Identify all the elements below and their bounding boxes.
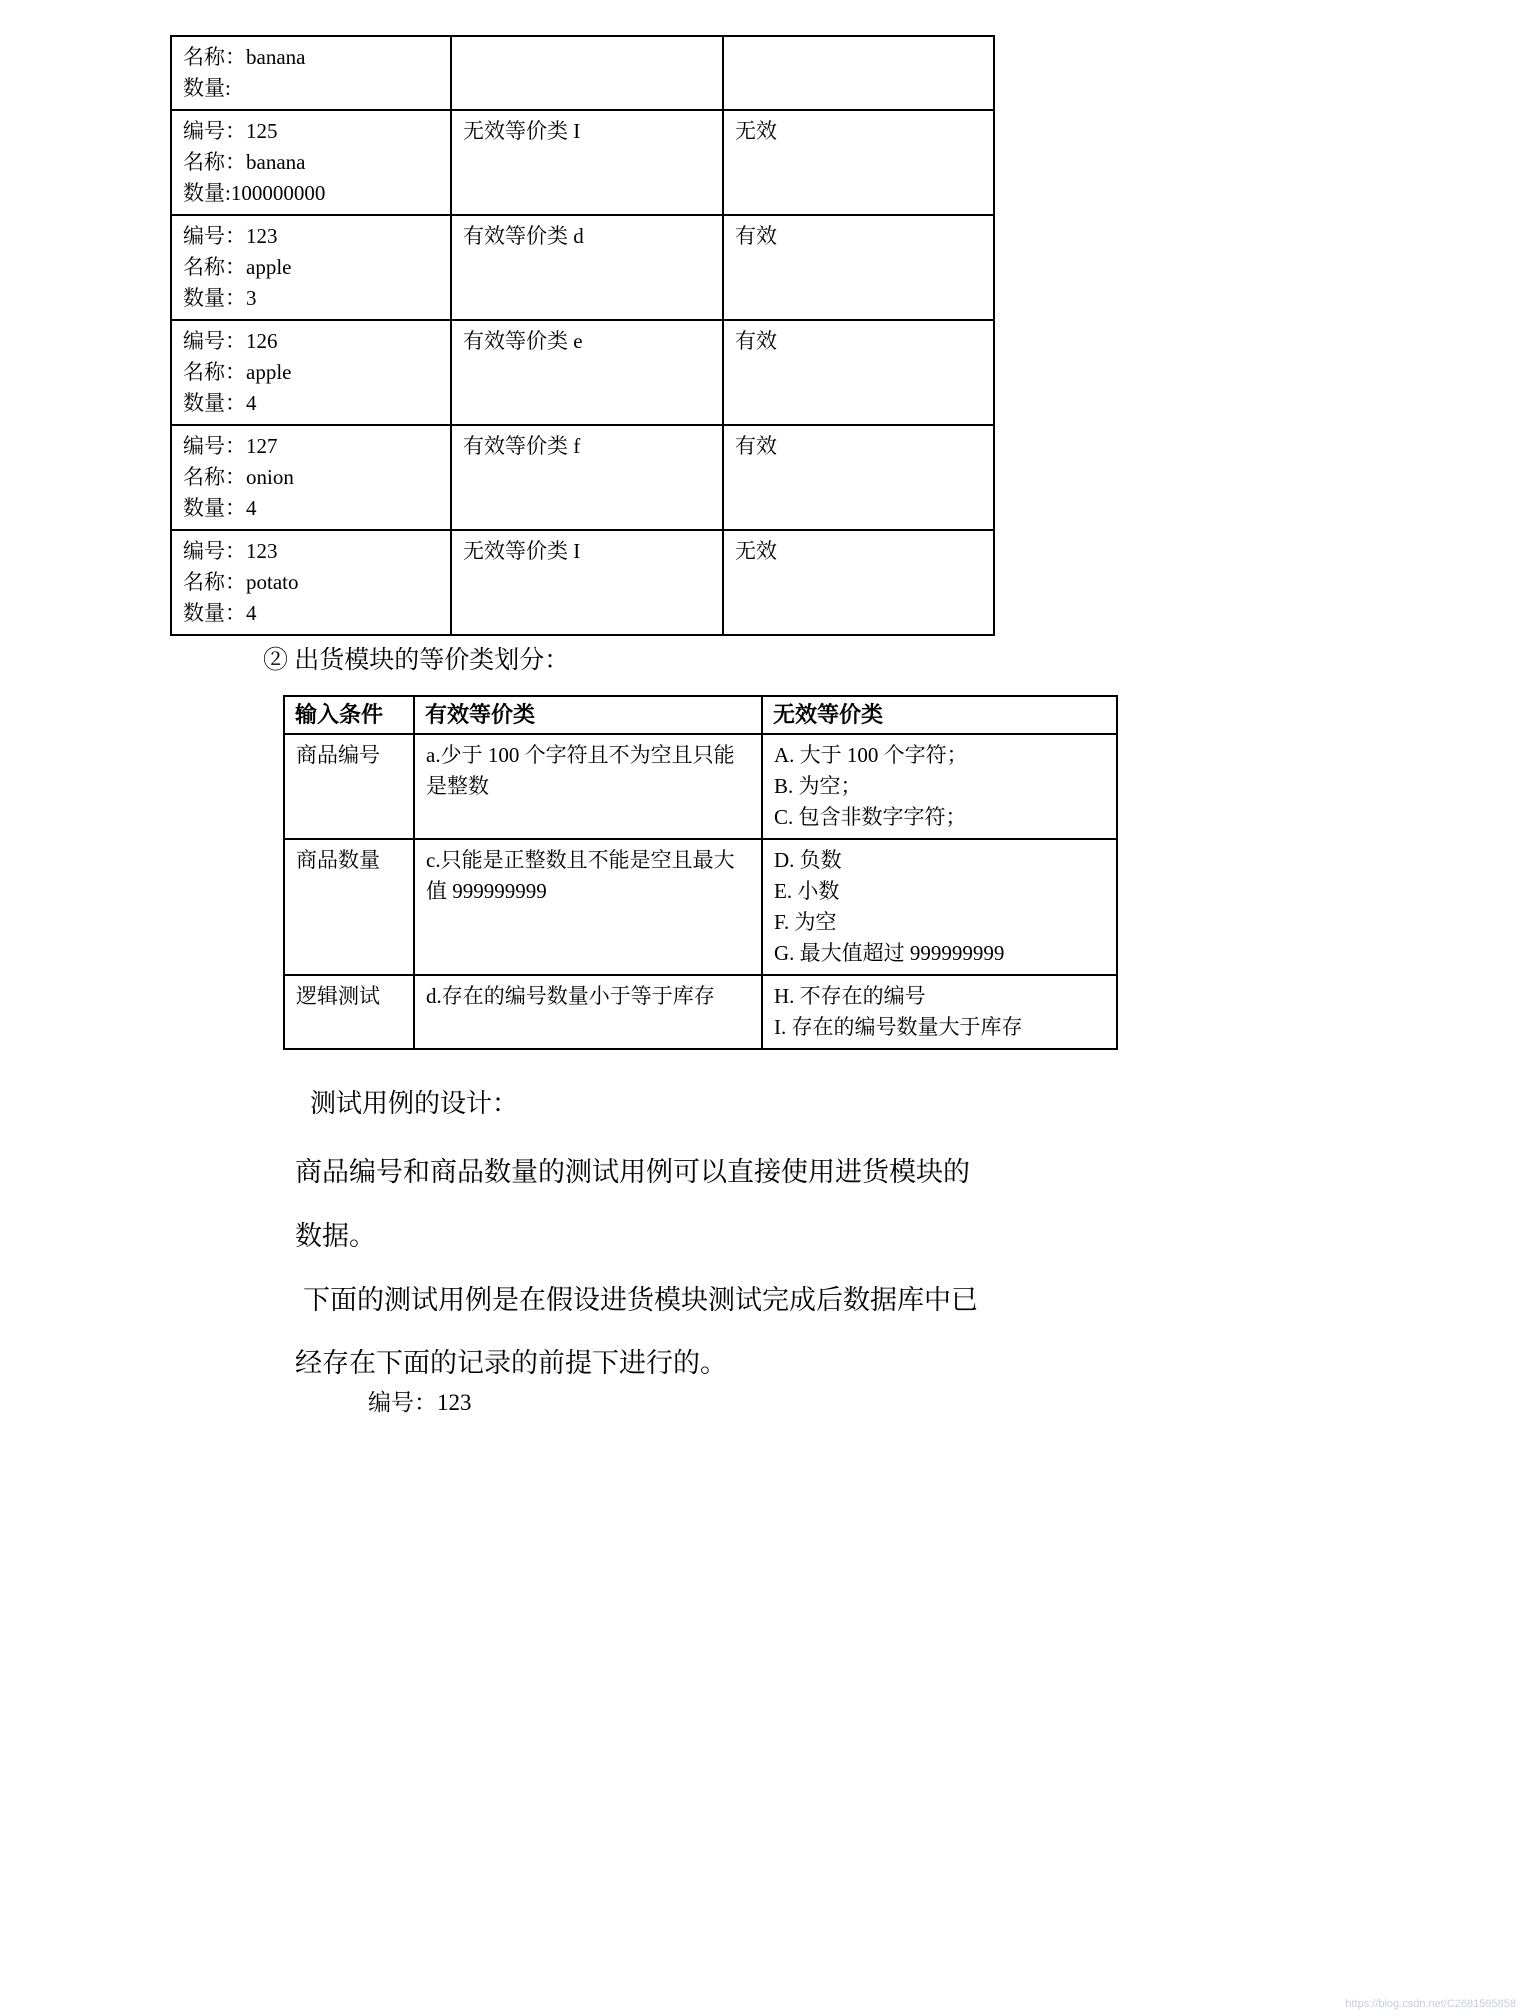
record-line: 编号：126: [183, 329, 278, 353]
record-line: 数量:100000000: [183, 181, 326, 205]
record-cell: [171, 215, 451, 320]
equiv-class-cell: [451, 36, 723, 110]
table-row: [284, 975, 1117, 1049]
record-line: 数量：4: [183, 496, 257, 520]
record-line: 名称：banana: [183, 150, 306, 174]
table-row: [171, 110, 994, 215]
invalid-class-line: I. 存在的编号数量大于库存: [774, 1015, 1023, 1039]
paragraph-line: 数据。: [295, 1221, 376, 1251]
record-line: 数量：4: [183, 601, 257, 625]
invalid-class-line: B. 为空；: [774, 774, 862, 798]
record-line: 数量:: [183, 76, 231, 100]
invalid-class-line: G. 最大值超过 999999999: [774, 941, 1005, 965]
purchase-test-records-table: [170, 35, 995, 636]
validity-cell: 无效: [723, 530, 994, 635]
invalid-class-cell: [762, 734, 1117, 839]
record-cell: [171, 36, 451, 110]
table-header-row: [284, 696, 1117, 734]
record-cell: [171, 530, 451, 635]
invalid-class-cell: [762, 839, 1117, 975]
record-cell: [171, 110, 451, 215]
record-id-line: 编号：123: [368, 1390, 472, 1415]
table-row: [171, 215, 994, 320]
record-cell: [171, 425, 451, 530]
valid-class-cell: a.少于 100 个字符且不为空且只能是整数: [414, 734, 762, 839]
invalid-class-line: F. 为空: [774, 910, 837, 934]
record-line: 名称：banana: [183, 45, 306, 69]
watermark-url: https://blog.csdn.net/C2681595858: [1345, 1998, 1516, 2010]
equiv-class-cell: 有效等价类 e: [451, 320, 723, 425]
validity-cell: 有效: [723, 320, 994, 425]
invalid-class-line: A. 大于 100 个字符；: [774, 743, 968, 767]
record-line: 编号：123: [183, 539, 278, 563]
equiv-class-cell: 无效等价类 I: [451, 530, 723, 635]
input-condition-cell: 逻辑测试: [284, 975, 414, 1049]
validity-cell: 有效: [723, 215, 994, 320]
valid-class-cell: c.只能是正整数且不能是空且最大值 999999999: [414, 839, 762, 975]
invalid-class-line: H. 不存在的编号: [774, 984, 926, 1008]
validity-cell: [723, 36, 994, 110]
record-line: 名称：apple: [183, 360, 292, 384]
record-line: 编号：123: [183, 224, 278, 248]
record-line: 数量：4: [183, 391, 257, 415]
test-case-design-title: 测试用例的设计：: [310, 1089, 519, 1118]
record-line: 名称：potato: [183, 570, 299, 594]
input-condition-cell: 商品数量: [284, 839, 414, 975]
invalid-class-cell: [762, 975, 1117, 1049]
paragraph-line: 下面的测试用例是在假设进货模块测试完成后数据库中已: [303, 1285, 978, 1315]
record-cell: [171, 320, 451, 425]
paragraph-line: 商品编号和商品数量的测试用例可以直接使用进货模块的: [295, 1157, 970, 1187]
table-row: [171, 425, 994, 530]
invalid-class-line: D. 负数: [774, 848, 842, 872]
equivalence-class-table: [283, 695, 1118, 1050]
table-row: [171, 36, 994, 110]
record-line: 编号：127: [183, 434, 278, 458]
valid-class-cell: d.存在的编号数量小于等于库存: [414, 975, 762, 1049]
input-condition-cell: 商品编号: [284, 734, 414, 839]
paragraph-line: 经存在下面的记录的前提下进行的。: [295, 1348, 727, 1378]
equiv-class-cell: 有效等价类 d: [451, 215, 723, 320]
equiv-class-cell: 无效等价类 I: [451, 110, 723, 215]
validity-cell: 无效: [723, 110, 994, 215]
invalid-class-line: C. 包含非数字字符；: [774, 805, 967, 829]
table-row: [284, 734, 1117, 839]
column-header: 无效等价类: [762, 696, 1117, 734]
record-line: 名称：onion: [183, 465, 294, 489]
column-header: 有效等价类: [414, 696, 762, 734]
record-line: 名称：apple: [183, 255, 292, 279]
column-header: 输入条件: [284, 696, 414, 734]
invalid-class-line: E. 小数: [774, 879, 840, 903]
validity-cell: 有效: [723, 425, 994, 530]
table-row: [171, 530, 994, 635]
table-row: [284, 839, 1117, 975]
record-line: 数量：3: [183, 286, 257, 310]
table-row: [171, 320, 994, 425]
record-line: 编号：125: [183, 119, 278, 143]
equiv-class-cell: 有效等价类 f: [451, 425, 723, 530]
section-heading-shipping-module: ② 出货模块的等价类划分：: [263, 647, 570, 674]
